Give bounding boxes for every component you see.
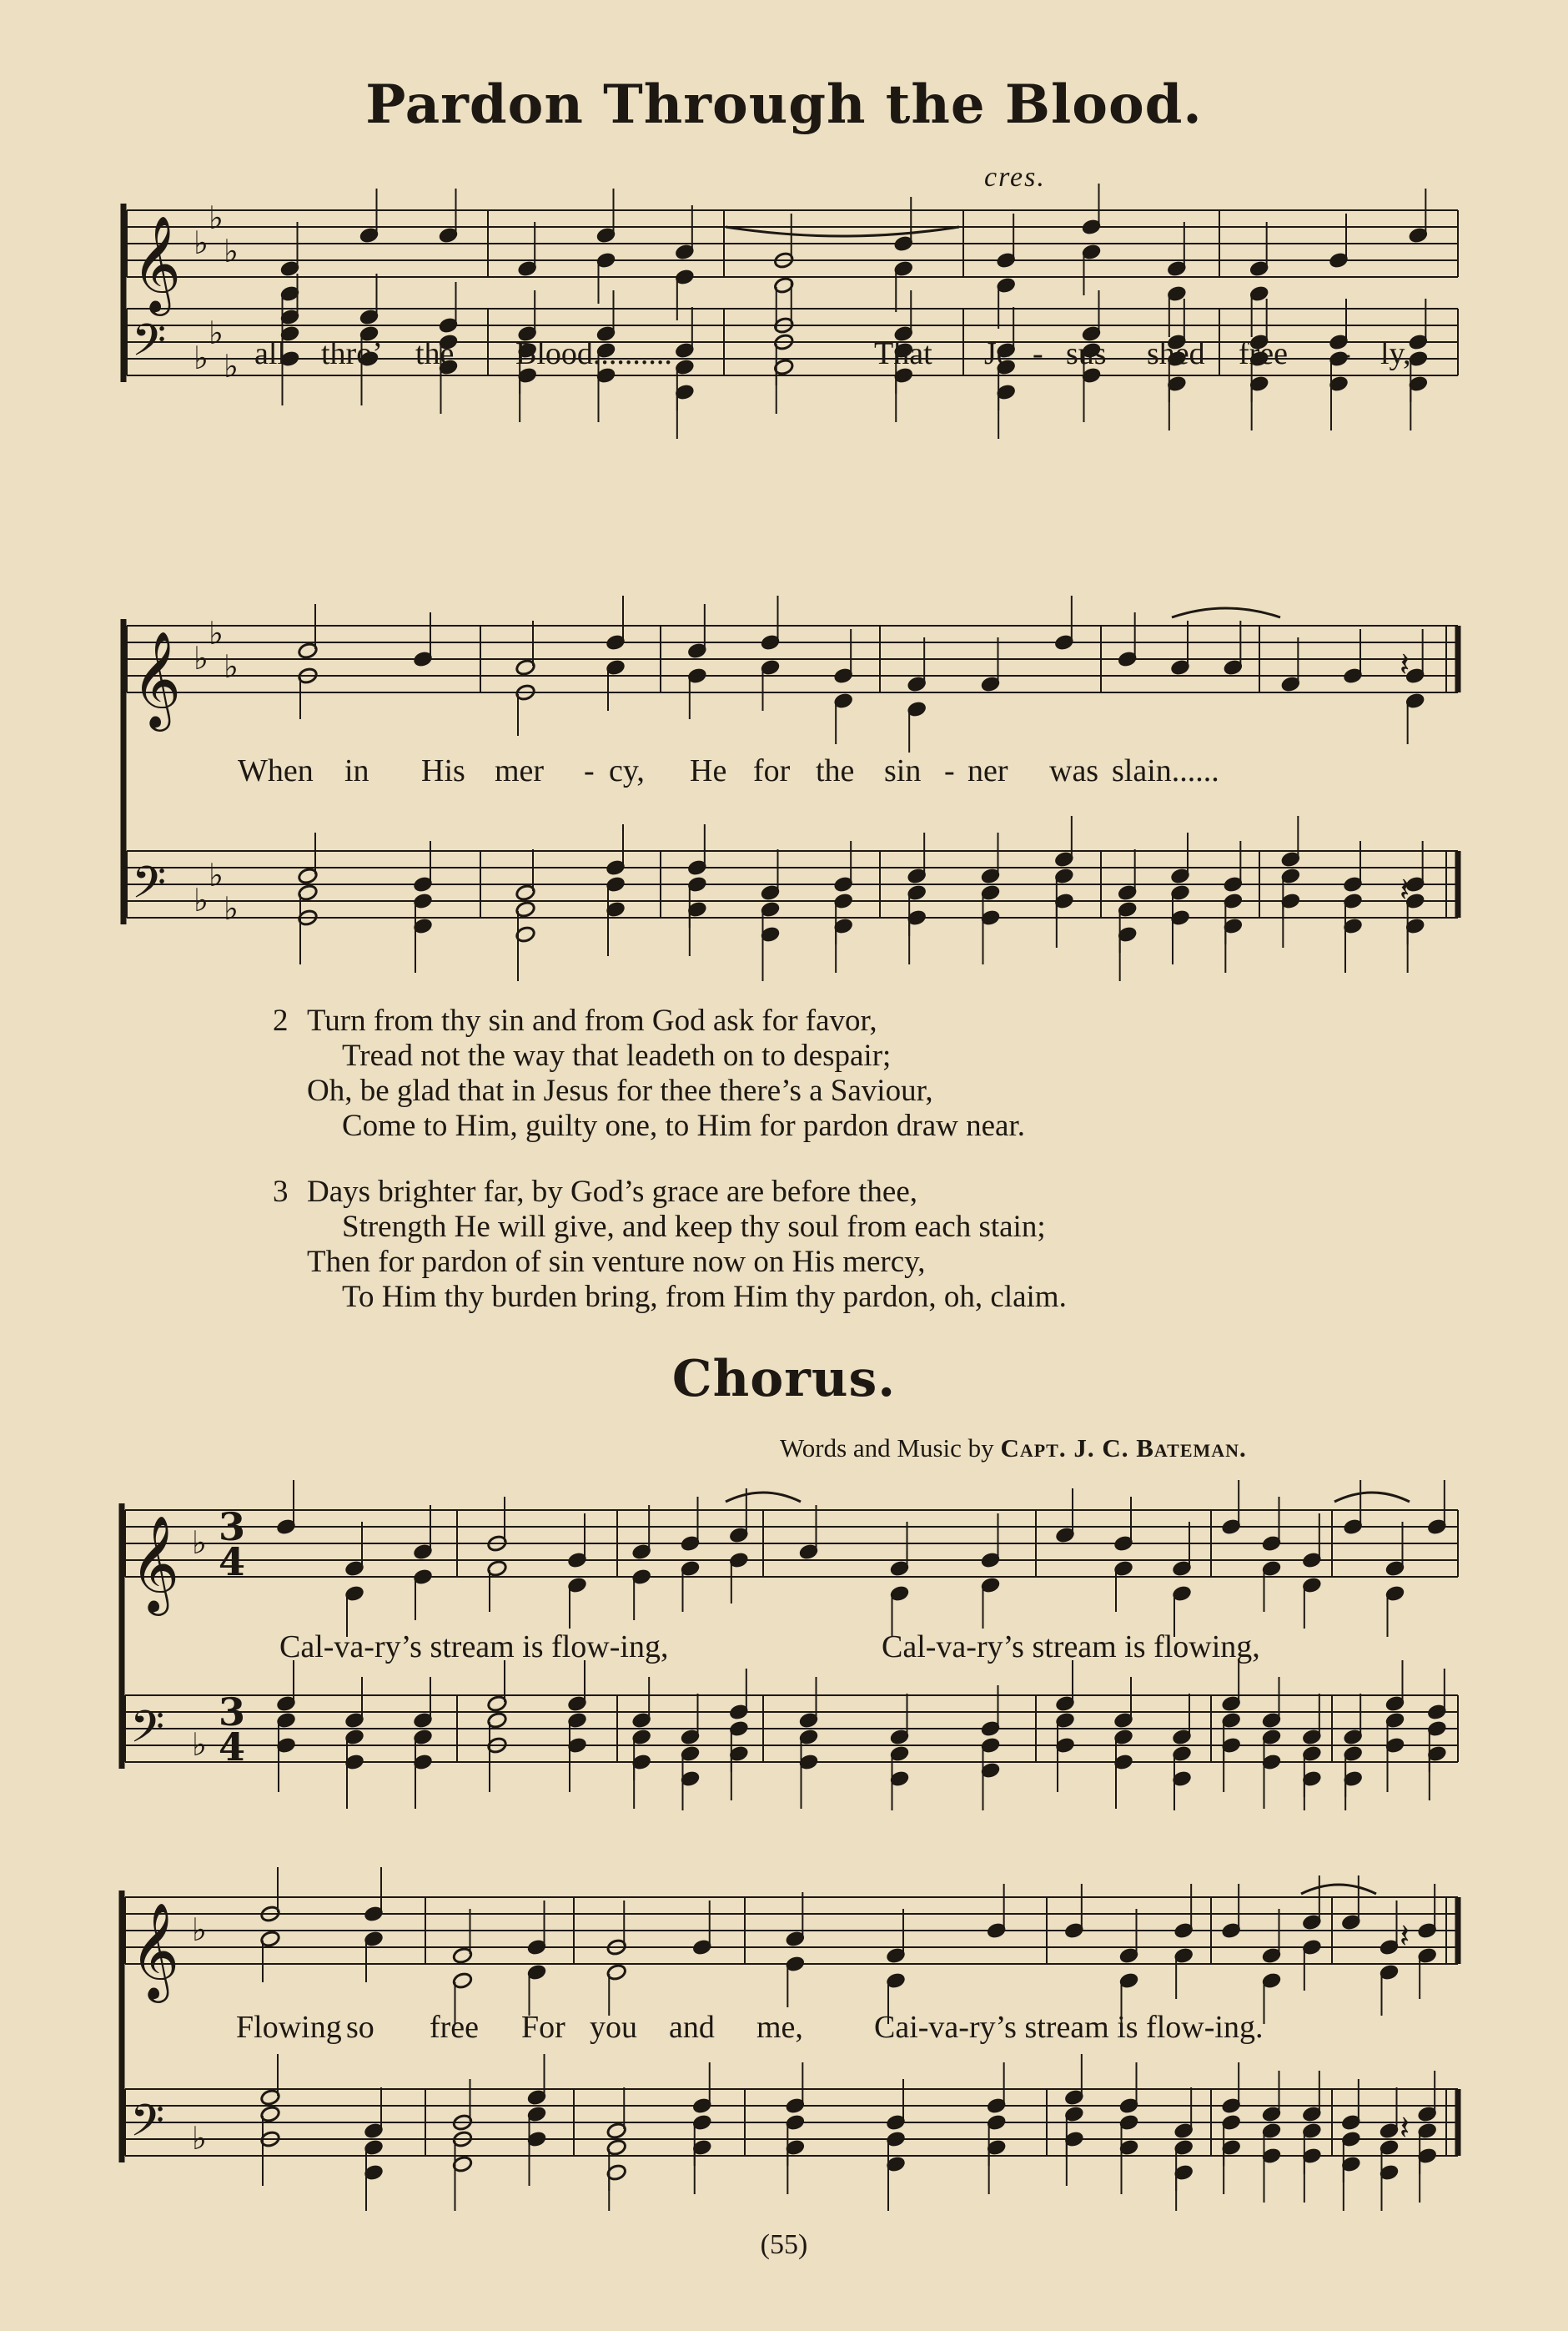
lyric-word: mer	[495, 753, 545, 788]
lyric-word: For	[521, 2010, 565, 2045]
time-signature-top: 3	[219, 1504, 246, 1549]
lyrics-chorus-1	[0, 1629, 1568, 1670]
rest: 𝄽	[1400, 1917, 1410, 1956]
bass-clef: 𝄢	[130, 2096, 165, 2157]
lyric-word: and	[669, 2010, 715, 2045]
lyric-word: Je	[984, 336, 1011, 371]
flat-sign: ♭	[193, 882, 209, 919]
lyric-word: so	[346, 2010, 374, 2045]
lyric-word: That	[874, 336, 932, 371]
lyric-word: ly,	[1380, 336, 1411, 371]
flat-sign: ♭	[193, 640, 209, 677]
lyric-word: free	[430, 2010, 480, 2045]
lyric-word: His	[421, 753, 465, 788]
rest: 𝄽	[1400, 871, 1410, 909]
credit-prefix: Words and Music by	[780, 1433, 994, 1463]
flat-sign: ♭	[224, 348, 239, 385]
flat-sign: ♭	[209, 315, 224, 351]
lyric-phrase: Cal-va-ry’s stream is flow-ing,	[279, 1629, 669, 1664]
verse-number: 2	[273, 1004, 289, 1038]
verse-line: Come to Him, guilty one, to Him for pardon draw near.	[342, 1109, 1025, 1143]
lyric-word: ner	[967, 753, 1008, 788]
bass-clef: 𝄢	[130, 1702, 165, 1764]
lyric-word: cy,	[609, 753, 645, 788]
lyric-word: all	[254, 336, 286, 371]
lyric-word: shed	[1147, 336, 1205, 371]
lyric-word: -	[1033, 336, 1043, 371]
treble-clef: 𝄞	[130, 1901, 180, 1999]
lyric-word: When	[238, 753, 314, 788]
lyric-word: sin	[884, 753, 922, 788]
tie-slur	[1334, 1493, 1410, 1502]
flat-sign: ♭	[209, 857, 224, 894]
verse-line: Then for pardon of sin venture now on His mercy,	[307, 1245, 926, 1279]
lyric-word: -	[1340, 336, 1351, 371]
flat-sign: ♭	[224, 648, 239, 685]
time-signature-top: 3	[219, 1689, 246, 1734]
flat-sign: ♭	[192, 1524, 207, 1561]
verse-number: 3	[273, 1175, 289, 1209]
crescendo-marking: cres.	[984, 162, 1046, 193]
treble-clef: 𝄞	[130, 1514, 180, 1612]
page-title: Pardon Through the Blood.	[365, 73, 1203, 136]
lyric-word: thro’	[321, 336, 383, 371]
tie-slur	[726, 227, 959, 236]
lyric-word: -	[944, 753, 955, 788]
lyric-word: slain......	[1112, 753, 1219, 788]
time-signature-bottom: 4	[219, 1724, 246, 1770]
verse-line: Oh, be glad that in Jesus for thee there’s a Saviour,	[307, 1074, 933, 1108]
tie-slur	[726, 1493, 801, 1502]
credit-author: Capt. J. C. Bateman.	[1000, 1433, 1247, 1463]
lyric-word: He	[690, 753, 727, 788]
author-credit	[780, 1433, 1247, 1463]
time-signature-bottom: 4	[219, 1539, 246, 1584]
lyric-phrase: Cal-va-ry’s stream is flowing,	[882, 1629, 1260, 1664]
treble-clef: 𝄞	[132, 214, 182, 312]
rest: 𝄽	[1400, 2109, 1410, 2147]
lyrics-system-1	[0, 335, 1568, 377]
lyric-word: the	[816, 753, 855, 788]
flat-sign: ♭	[224, 890, 239, 927]
verse-line: Turn from thy sin and from God ask for favor,	[307, 1004, 877, 1038]
bass-clef: 𝄢	[132, 315, 167, 377]
lyric-word: the	[415, 336, 455, 371]
flat-sign: ♭	[192, 1726, 207, 1763]
lyric-word: in	[344, 753, 369, 788]
lyric-word: Flowing	[236, 2010, 342, 2045]
flat-sign: ♭	[193, 340, 209, 376]
lyrics-system-2	[0, 753, 1568, 794]
lyric-word: Blood..........	[515, 336, 672, 371]
verse-line: Strength He will give, and keep thy soul from each stain;	[342, 1210, 1046, 1244]
flat-sign: ♭	[192, 2120, 207, 2157]
treble-clef: 𝄞	[132, 630, 182, 727]
verse-line: Days brighter far, by God’s grace are before thee,	[307, 1175, 918, 1209]
lyrics-chorus-2	[0, 2009, 1568, 2051]
lyric-phrase: Cai-va-ry’s stream is flow-ing.	[874, 2010, 1264, 2045]
flat-sign: ♭	[209, 199, 224, 236]
rest: 𝄽	[1400, 646, 1410, 684]
flat-sign: ♭	[209, 615, 224, 652]
page-number: (55)	[760, 2229, 808, 2260]
lyric-word: sus	[1066, 336, 1107, 371]
lyric-word: free	[1239, 336, 1289, 371]
lyric-word: for	[753, 753, 791, 788]
flat-sign: ♭	[192, 1911, 207, 1948]
verse-line: Tread not the way that leadeth on to despair;	[342, 1039, 892, 1073]
lyric-word: was	[1049, 753, 1099, 788]
tie-slur	[1301, 1885, 1376, 1894]
verse-line: To Him thy burden bring, from Him thy pardon, oh, claim.	[342, 1280, 1067, 1314]
tie-slur	[1172, 608, 1280, 617]
lyric-word: me,	[756, 2010, 803, 2045]
bass-clef: 𝄢	[132, 858, 167, 919]
lyric-word: you	[590, 2010, 637, 2045]
flat-sign: ♭	[193, 224, 209, 261]
flat-sign: ♭	[224, 233, 239, 269]
chorus-title: Chorus.	[671, 1350, 897, 1408]
lyric-word: -	[584, 753, 595, 788]
